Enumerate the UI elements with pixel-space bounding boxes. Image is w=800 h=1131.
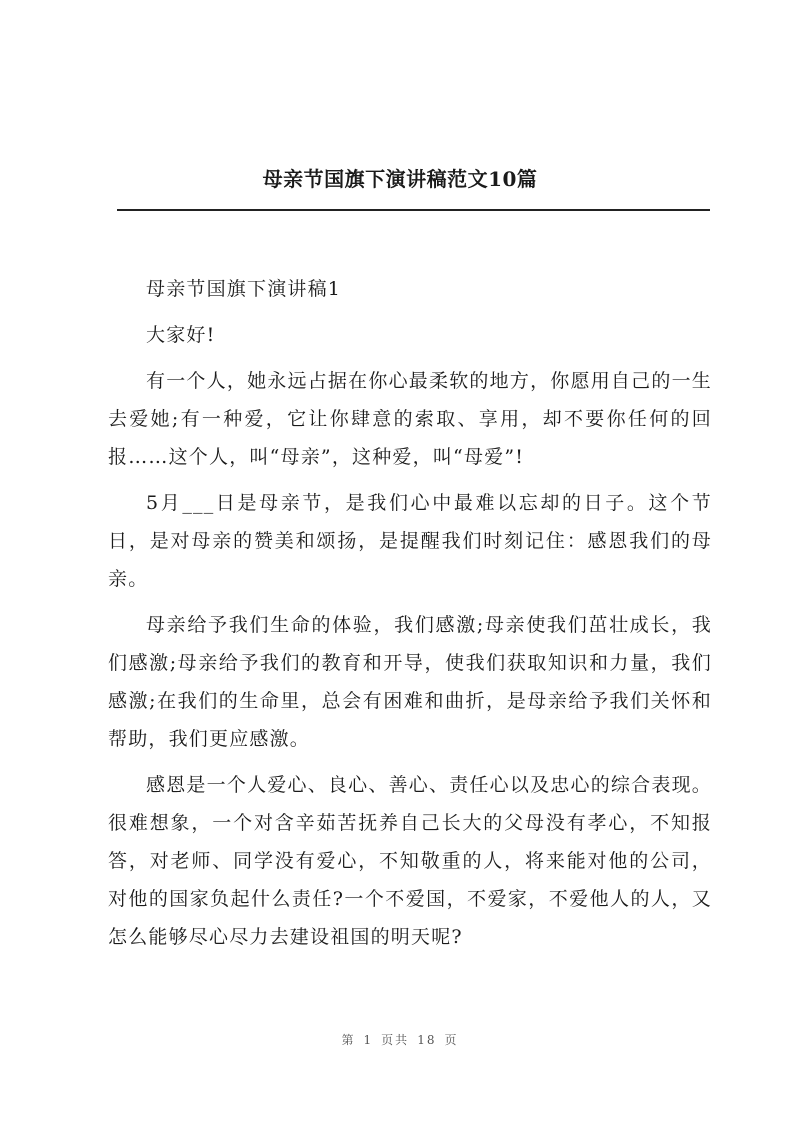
- total-pages-number: 18: [417, 1033, 437, 1047]
- body-paragraph: 母亲给予我们生命的体验，我们感激;母亲使我们茁壮成长，我们感激;母亲给予我们的教育和开导，使我们获取知识和力量，我们感激;在我们的生命里，总会有困难和曲折，是母亲给予我们关怀和帮助，我们更应感激。: [108, 614, 712, 750]
- footer-suffix: 页: [444, 1033, 459, 1047]
- footer-mid: 页共: [381, 1033, 410, 1047]
- document-title: 母亲节国旗下演讲稿范文10篇: [262, 167, 538, 191]
- section-heading: 母亲节国旗下演讲稿1: [146, 278, 342, 300]
- body-paragraph: 有一个人，她永远占据在你心最柔软的地方，你愿用自己的一生去爱她;有一种爱，它让你肆意的索取、享用，却不要你任何的回报……这个人，叫“母亲”，这种爱，叫“母爱”!: [108, 370, 712, 468]
- title-divider: [117, 209, 710, 211]
- document-body: [108, 270, 712, 964]
- greeting-paragraph: 大家好!: [146, 324, 216, 346]
- footer-prefix: 第: [341, 1033, 356, 1047]
- current-page-number: 1: [363, 1033, 374, 1047]
- body-paragraph: 感恩是一个人爱心、良心、善心、责任心以及忠心的综合表现。很难想象，一个对含辛茹苦抚养自己长大的父母没有孝心，不知报答，对老师、同学没有爱心，不知敬重的人，将来能对他的公司，对他的国家负起什么责任?一个不爱国，不爱家，不爱他人的人，又怎么能够尽心尽力去建设祖国的明天呢?: [108, 774, 712, 948]
- page-footer: [0, 1031, 800, 1048]
- body-paragraph: 5月___日是母亲节，是我们心中最难以忘却的日子。这个节日，是对母亲的赞美和颂扬，是提醒我们时刻记住：感恩我们的母亲。: [108, 492, 712, 590]
